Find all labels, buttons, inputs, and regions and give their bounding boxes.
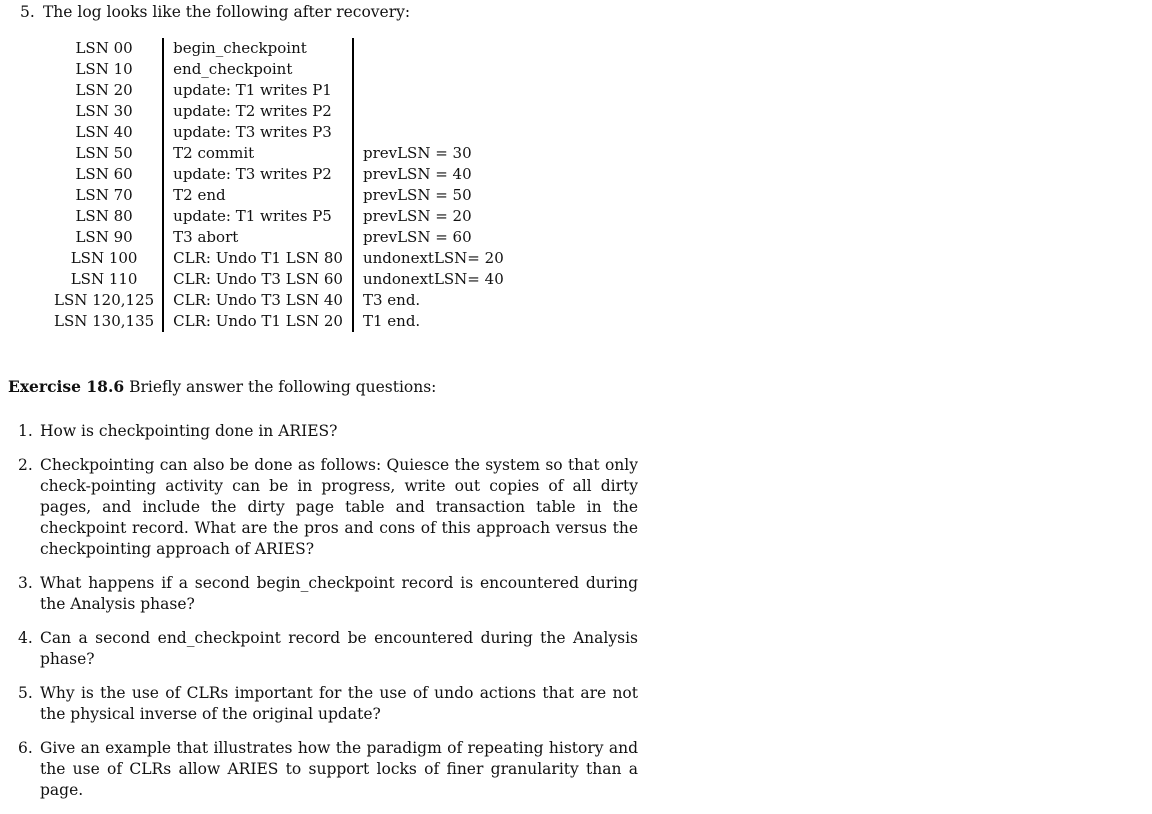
log-lsn: LSN 50 [75,144,133,162]
log-record: T2 end [163,185,353,206]
log-lsn: LSN 100 [70,249,138,267]
log-record: CLR: Undo T3 LSN 40 [163,290,353,311]
question-list [18,421,638,814]
log-row [46,38,512,59]
log-lsn: LSN 10 [75,60,133,78]
log-lsn: LSN 90 [75,228,133,246]
item-number: 5. [20,3,35,21]
log-lsn: LSN 120,125 [54,291,155,309]
log-extra: prevLSN = 30 [362,144,472,162]
log-extra: undonextLSN= 20 [362,249,504,267]
question-number: 3. [18,574,33,592]
log-extra [353,38,512,59]
log-lsn: LSN 20 [75,81,133,99]
log-record: end_checkpoint [163,59,353,80]
question-text: Why is the use of CLRs important for the use of undo actions that are not the physical inverse of the original update? [40,684,638,723]
log-lsn: LSN 30 [75,102,133,120]
log-extra: T3 end. [362,291,421,309]
log-lsn: LSN 60 [75,165,133,183]
log-record: update: T2 writes P2 [163,101,353,122]
log-record: T3 abort [163,227,353,248]
question-number: 6. [18,739,33,757]
log-extra: prevLSN = 20 [362,207,472,225]
log-row [46,164,512,185]
log-extra [353,101,512,122]
question-text: Can a second end_checkpoint record be encountered during the Analysis phase? [40,629,638,668]
log-extra: undonextLSN= 40 [362,270,504,288]
log-record: CLR: Undo T3 LSN 60 [163,269,353,290]
log-record: begin_checkpoint [163,38,353,59]
log-row [46,101,512,122]
log-record: CLR: Undo T1 LSN 20 [163,311,353,332]
exercise-heading [8,376,436,398]
log-table-body [46,38,512,332]
log-lsn: LSN 110 [70,270,138,288]
question-item [18,738,638,801]
question-text: How is checkpointing done in ARIES? [40,422,338,440]
log-extra: prevLSN = 50 [362,186,472,204]
log-row [46,290,512,311]
question-number: 5. [18,684,33,702]
log-lsn: LSN 40 [75,123,133,141]
exercise-label: Exercise 18.6 [8,377,125,396]
item-text: The log looks like the following after recovery: [42,3,411,21]
log-record: update: T1 writes P5 [163,206,353,227]
question-item [18,628,638,670]
log-extra [353,80,512,101]
log-row [46,311,512,332]
question-number: 4. [18,629,33,647]
log-row [46,59,512,80]
question-item [18,573,638,615]
log-row [46,143,512,164]
log-row [46,227,512,248]
log-extra [353,59,512,80]
log-lsn: LSN 70 [75,186,133,204]
log-record: update: T3 writes P3 [163,122,353,143]
log-record: CLR: Undo T1 LSN 80 [163,248,353,269]
log-record: update: T1 writes P1 [163,80,353,101]
question-number: 1. [18,422,33,440]
question-item [18,421,638,442]
log-lsn: LSN 00 [75,39,133,57]
log-row [46,269,512,290]
log-row [46,122,512,143]
question-text: What happens if a second begin_checkpoint record is encountered during the Analysis phase? [40,574,638,613]
log-lsn: LSN 130,135 [54,312,155,330]
question-item [18,455,638,560]
question-text: Checkpointing can also be done as follows: Quiesce the system so that only check-pointing activity can be in progress, write out copies of all dirty pages, and include the dirty page table and transaction table in the checkpoint record. What are the pros and cons of this approach versus the checkpointing approach of ARIES? [40,456,638,558]
log-row [46,80,512,101]
log-lsn: LSN 80 [75,207,133,225]
question-text: Give an example that illustrates how the paradigm of repeating history and the use of CLRs allow ARIES to support locks of finer granularity than a page. [40,739,638,799]
log-extra: prevLSN = 60 [362,228,472,246]
item-5-intro [20,2,410,22]
log-row [46,248,512,269]
question-number: 2. [18,456,33,474]
log-table [46,38,512,332]
log-extra [353,122,512,143]
log-record: T2 commit [163,143,353,164]
exercise-prompt: Briefly answer the following questions: [129,378,437,396]
log-record: update: T3 writes P2 [163,164,353,185]
log-extra: T1 end. [362,312,421,330]
log-extra: prevLSN = 40 [362,165,472,183]
log-row [46,185,512,206]
log-row [46,206,512,227]
question-item [18,683,638,725]
